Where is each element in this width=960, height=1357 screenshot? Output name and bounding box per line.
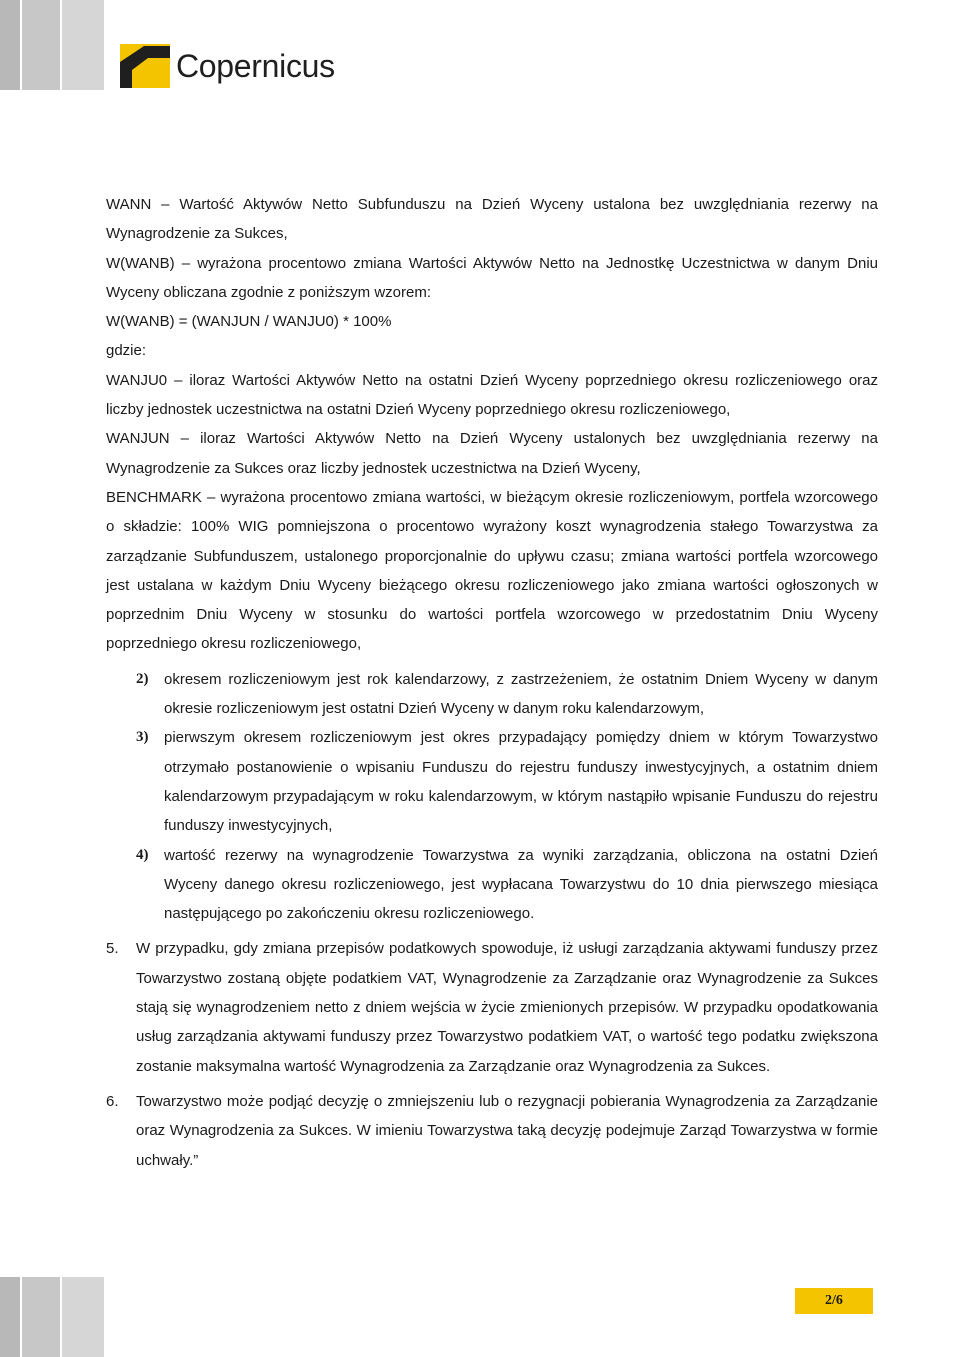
document-body (106, 190, 878, 1175)
list-item-text: okresem rozliczeniowym jest rok kalendarzowy, z zastrzeżeniem, że ostatnim Dniem Wyceny w danym okresie rozliczeniowym jest ostatni Dzień Wyceny w danym roku kalendarzowym, (164, 670, 878, 718)
section-number: 6. (106, 1092, 119, 1110)
page-number: 2/6 (825, 1293, 843, 1308)
section-item (106, 1087, 878, 1175)
list-item-text: wartość rezerwy na wynagrodzenie Towarzystwa za wyniki zarządzania, obliczona na ostatni Dzień Wyceny danego okresu rozliczeniowego, jest wypłacana Towarzystwu do 10 dnia pierwszego miesiąca następującego po zakończeniu okresu rozliczeniowego. (164, 846, 878, 923)
paragraph-gdzie: gdzie: (106, 342, 147, 360)
copernicus-logo (120, 44, 335, 88)
decor-stripe (62, 0, 104, 90)
footer-decor-stripes (0, 1277, 104, 1357)
section-item (106, 934, 878, 1080)
paragraph-benchmark: BENCHMARK – wyrażona procentowo zmiana wartości, w bieżącym okresie rozliczeniowym, portfela wzorcowego o składzie: 100% WIG pomniejszona o procentowo wyrażony koszt wynagrodzenia stałego Towarzystwa za zarządzanie Subfunduszem, ustalonego proporcjonalnie do upływu czasu; zmiana wartości portfela wzorcowego jest ustalana w każdym Dniu Wyceny bieżącego okresu rozliczeniowego jako zmiana wartości ogłoszonych w poprzednim Dniu Wyceny w stosunku do wartości portfela wzorcowego w przedostatnim Dniu Wyceny poprzedniego okresu rozliczeniowego, (106, 488, 878, 653)
section-text: W przypadku, gdy zmiana przepisów podatkowych spowoduje, iż usługi zarządzania aktywami funduszy przez Towarzystwo zostaną objęte podatkiem VAT, Wynagrodzenie za Zarządzanie oraz Wynagrodzenie za Sukces stają się wynagrodzeniem netto z dniem wejścia w życie zmienionych przepisów. W przypadku opodatkowania usług zarządzania aktywami funduszy przez Towarzystwo podatkiem VAT, o wartość tego podatku zwiększona zostanie maksymalna wartość Wynagrodzenia za Zarządzanie oraz Wynagrodzenia za Sukces. (136, 940, 878, 1075)
paragraph-formula: W(WANB) = (WANJUN / WANJU0) * 100% (106, 313, 392, 331)
paragraph-wanjun: WANJUN – iloraz Wartości Aktywów Netto na Dzień Wyceny ustalonych bez uwzględniania rezerwy na Wynagrodzenie za Sukces oraz liczby jednostek uczestnictwa na Dzień Wyceny, (106, 430, 878, 477)
list-item (106, 665, 878, 724)
paragraph-wanju0: WANJU0 – iloraz Wartości Aktywów Netto na ostatni Dzień Wyceny poprzedniego okresu rozliczeniowego oraz liczby jednostek uczestnictwa na ostatni Dzień Wyceny poprzedniego okresu rozliczeniowego, (106, 371, 878, 419)
list-item-number: 3) (136, 729, 149, 746)
paragraph-wann: WANN – Wartość Aktywów Netto Subfunduszu na Dzień Wyceny ustalona bez uwzględniania rezerwy na Wynagrodzenie za Sukces, (106, 196, 878, 243)
decor-stripe (22, 0, 60, 90)
list-item-text: pierwszym okresem rozliczeniowym jest okres przypadający pomiędzy dniem w którym Towarzystwo otrzymało postanowienie o wpisaniu Funduszu do rejestru funduszy inwestycyjnych, a ostatnim dniem kalendarzowym przypadającym w roku kalendarzowym, w którym nastąpiło wpisanie Funduszu do rejestru funduszy inwestycyjnych, (164, 729, 878, 835)
section-number: 5. (106, 940, 119, 958)
list-item-number: 2) (136, 670, 149, 687)
decor-stripe (0, 0, 20, 90)
header-decor-stripes (0, 0, 104, 90)
list-item (106, 841, 878, 929)
logo-mark-icon (120, 44, 170, 88)
decor-stripe (62, 1277, 104, 1357)
section-text: Towarzystwo może podjąć decyzję o zmniejszeniu lub o rezygnacji pobierania Wynagrodzenia za Zarządzanie oraz Wynagrodzenia za Sukces. W imieniu Towarzystwa taką decyzję podejmuje Zarząd Towarzystwa w formie uchwały.” (136, 1092, 878, 1169)
decor-stripe (22, 1277, 60, 1357)
decor-stripe (0, 1277, 20, 1357)
list-item (106, 723, 878, 840)
page-number-badge (795, 1288, 873, 1314)
logo-text: Copernicus (176, 47, 335, 84)
paragraph-wwanb: W(WANB) – wyrażona procentowo zmiana Wartości Aktywów Netto na Jednostkę Uczestnictwa w danym Dniu Wyceny obliczana zgodnie z poniższym wzorem: (106, 254, 878, 301)
list-item-number: 4) (136, 846, 149, 863)
